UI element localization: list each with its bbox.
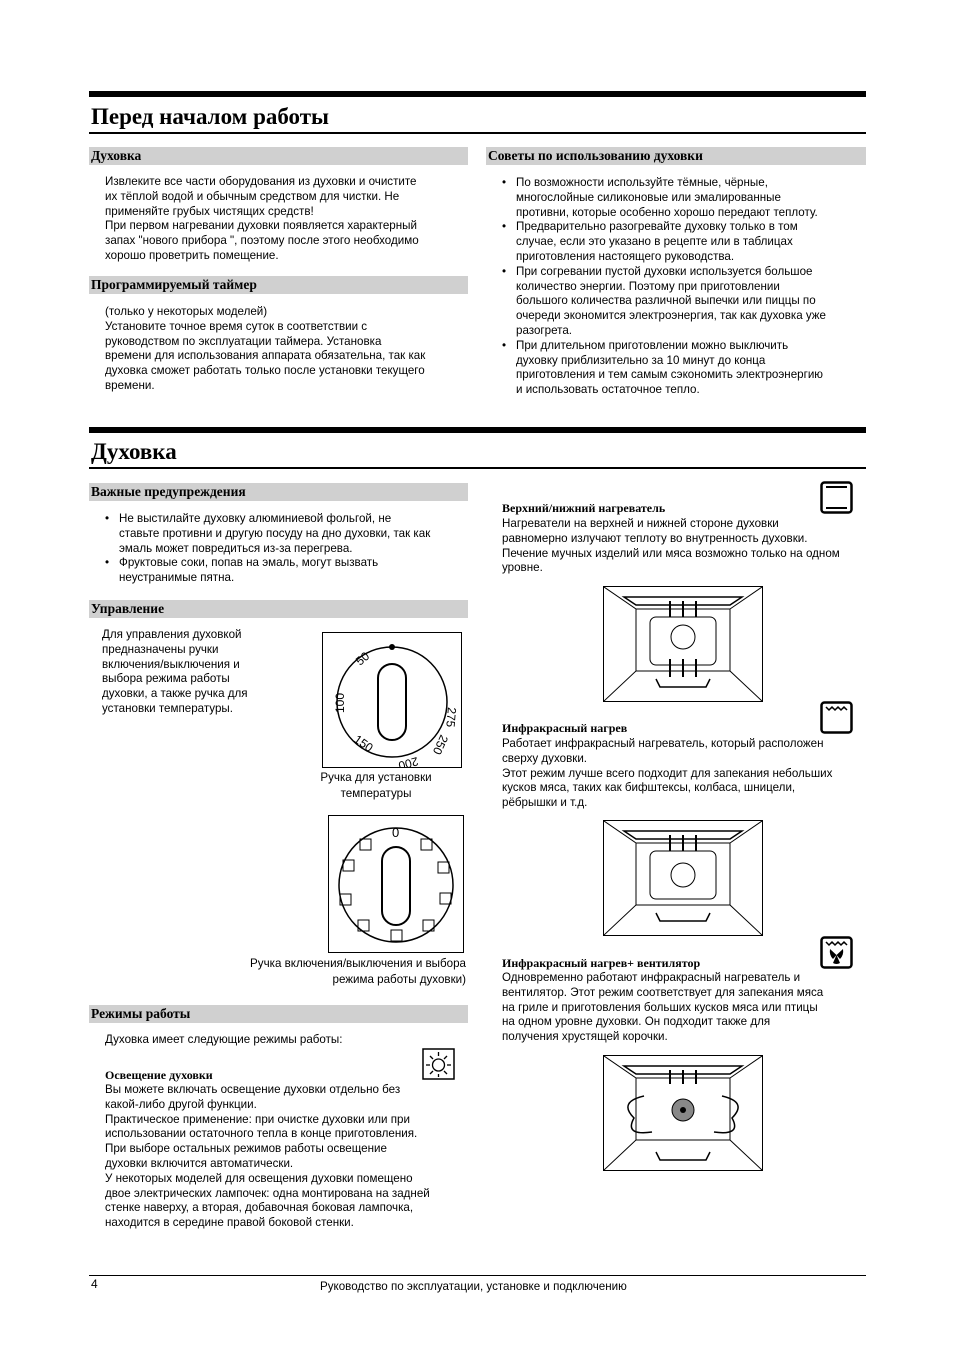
tips-item: • При согревании пустой духовки используется большое количество энергии. Поэтому при приготовлении большого количества различной выпечки или пиццы по очереди экономится электроэнергия, так как духовка уже разогрета. (502, 265, 862, 339)
infrared-title: Инфракрасный нагрев (502, 721, 628, 735)
temp-scale-label: 50 (352, 648, 373, 669)
modes-intro: Духовка имеет следующие режимы работы: (105, 1033, 343, 1046)
infrared-text: Работает инфракрасный нагреватель, который расположен сверху духовки. Этот режим лучше всего подходит для запекания небольших кусков мяса, таких как бифштексы, колбаса, шницели, рёбрышки и т.д. (502, 737, 833, 810)
temperature-knob-icon (323, 633, 461, 767)
temp-scale-label: 150 (351, 731, 376, 755)
infrared-fan-title: Инфракрасный нагрев+ вентилятор (502, 956, 701, 970)
section1-underline (89, 132, 866, 134)
top-bottom-title: Верхний/нижний нагреватель (502, 501, 666, 515)
section2-underline (89, 467, 866, 469)
section2-rule (89, 427, 866, 433)
control-text: Для управления духовкой предназначены ручки включения/выключения и выбора режима работы духовки, а также ручка для установки температуры. (102, 628, 248, 715)
warnings-item: • Не выстилайте духовку алюминиевой фольгой, не ставьте противни и другую посуду на дно духовки, так как эмаль может повредиться из-за перегрева. (105, 512, 470, 556)
timer-text: (только у некоторых моделей) Установите точное время суток в соответствии с руководством по эксплуатации таймера. Установка времени для использования аппарата обязательна, так как духовка сможет работать только после установки текущего времени. (105, 305, 426, 392)
lamp-icon (422, 1048, 455, 1080)
light-mode-text: Вы можете включать освещение духовки отдельно без какой-либо другой функции. Практическое применение: при очистке духовки или при использовании остаточного тепла в конце приготовления. При выборе остальных режимов работы освещение духовки включится автоматически. У некоторых моделей для освещения духовки помещено двое электрических лампочек: одна монтирована на задней стенке наверху, а вторая, добавочная боковая лампочка, находится в середине правой боковой стенки. (105, 1083, 430, 1230)
temperature-knob-figure (322, 632, 462, 768)
grill-icon (820, 701, 853, 734)
oven-grill-fan-icon (604, 1056, 762, 1170)
tips-item: • По возможности используйте тёмные, чёрные, многослойные силиконовые или эмалированные противни, которые особенно хорошо передают теплоту. (502, 176, 862, 220)
tips-list (502, 176, 862, 398)
control-heading: Управление (89, 600, 468, 618)
footer-rule (89, 1275, 866, 1276)
warnings-list (105, 512, 470, 586)
warnings-item: • Фруктовые соки, попав на эмаль, могут вызвать неустранимые пятна. (105, 556, 470, 586)
grill-fan-icon (820, 936, 853, 969)
temp-scale-label: 200 (396, 754, 420, 767)
oven-text: Извлеките все части оборудования из духовки и очистите их тёплой водой и обычным средством для чистки. Не применяйте грубых чистящих средств! При первом нагревании духовки появляется характерный запах "нового прибора ", поэтому после этого необходимо хорошо проветрить помещение. (105, 175, 419, 262)
section1-title: Перед началом работы (91, 104, 330, 129)
oven-grill-icon (604, 821, 762, 935)
warnings-heading: Важные предупреждения (89, 483, 468, 501)
mode-knob-caption: Ручка включения/выключения и выбора режима работы духовки) (250, 957, 466, 986)
temp-scale-label: 250 (429, 732, 451, 757)
oven-top-bottom-icon (604, 587, 762, 701)
infrared-fan-diagram (603, 1055, 763, 1171)
section2-title: Духовка (91, 439, 177, 464)
top-rule (89, 91, 866, 97)
mode-zero-label: 0 (392, 825, 400, 840)
temperature-knob-caption: Ручка для установки температуры (320, 771, 432, 800)
footer-text: Руководство по эксплуатации, установке и подключению (320, 1280, 627, 1293)
temp-scale-label: 100 (333, 692, 347, 713)
tips-item: • Предварительно разогревайте духовку только в том случае, если это указано в рецепте или в таблицах приготовления настоящего руководства. (502, 220, 862, 264)
tips-heading: Советы по использованию духовки (486, 147, 866, 165)
top-bottom-text: Нагреватели на верхней и нижней стороне духовки равномерно излучают теплоту во внутренность духовки. Печение мучных изделий или мяса возможно только на одном уровне. (502, 517, 840, 575)
top-bottom-diagram (603, 586, 763, 702)
infrared-fan-text: Одновременно работают инфракрасный нагреватель и вентилятор. Этот режим соответствует для запекания мяса на гриле и приготовления больших кусков мяса или птицы на одном уровне духовки. Он подходит также для получения хрустящей корочки. (502, 971, 824, 1044)
mode-knob-figure (328, 815, 464, 953)
page-number: 4 (91, 1277, 98, 1291)
modes-heading: Режимы работы (89, 1005, 468, 1023)
tips-item: • При длительном приготовлении можно выключить духовку приблизительно за 10 минут до конца приготовления и тем самым сэкономить электроэнергию и использовать остаточное тепло. (502, 339, 862, 398)
oven-heading: Духовка (89, 147, 468, 165)
top-bottom-heat-icon (820, 481, 853, 514)
infrared-diagram (603, 820, 763, 936)
timer-heading: Программируемый таймер (89, 276, 468, 294)
temp-scale-label: 275 (443, 706, 459, 728)
mode-knob-icon (329, 816, 463, 952)
light-mode-title: Освещение духовки (105, 1068, 213, 1082)
